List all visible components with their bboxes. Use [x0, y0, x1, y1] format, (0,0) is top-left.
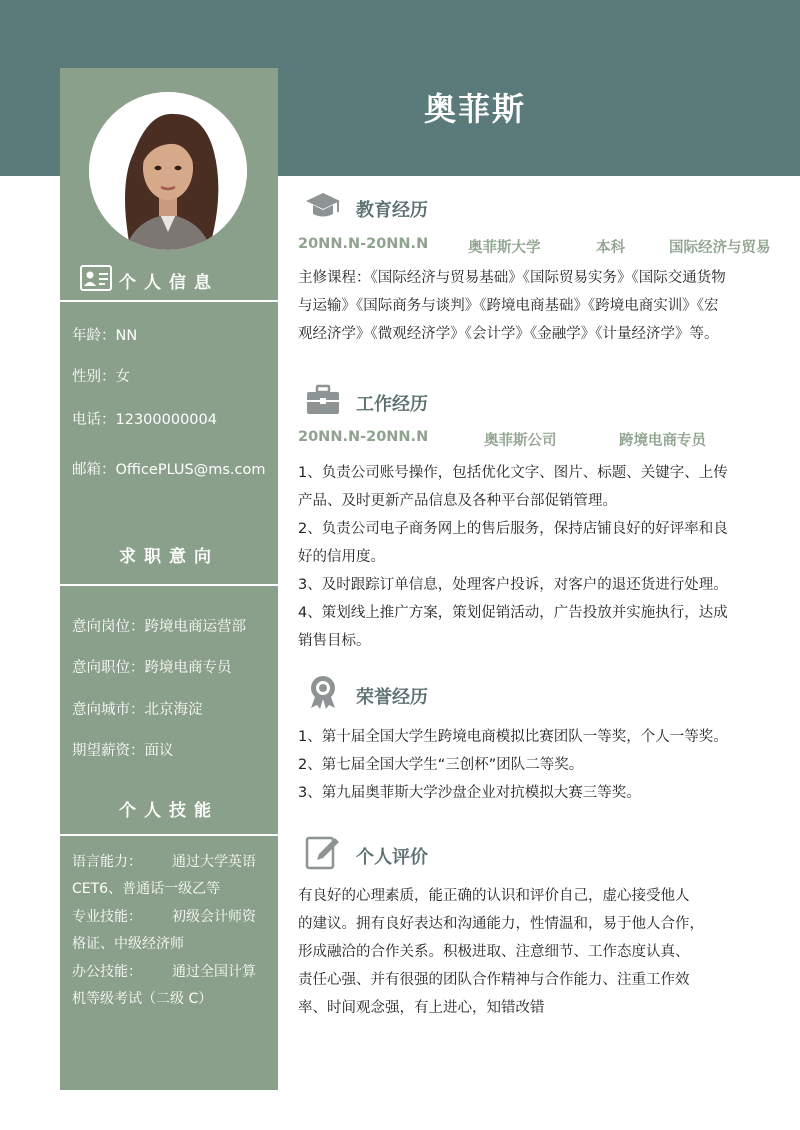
- education-title: 教育经历: [356, 200, 428, 221]
- divider: [60, 300, 278, 302]
- personal-info-header: [60, 268, 278, 293]
- skill-office: 办公技能： 通过全国计算 机等级考试（二级 C）: [72, 964, 256, 1007]
- intent-position-row: 意向职位：跨境电商专员: [72, 660, 232, 676]
- evaluation-text: 有良好的心理素质，能正确的认识和评价自己，虚心接受他人 的建议。拥有良好表达和沟通能力，性情温和，易于他人合作， 形成融洽的合作关系。积极进取、注意细节、工作态度认真、 责任心强、并有很强的团队合作精神与合作能力、注重工作效 率、时间观念强，有上进心，知错改错: [298, 888, 704, 1016]
- work-position: 跨境电商专员: [619, 433, 706, 449]
- intent-city-row: 意向城市：北京海淀: [72, 702, 203, 718]
- education-courses: 主修课程：《国际经济与贸易基础》《国际贸易实务》《国际交通货物 与运输》《国际商务与谈判》《跨境电商基础》《跨境电商实训》《宏 观经济学》《微观经济学》《会计学》《金融学》《计量经济学》等。: [298, 270, 726, 342]
- candidate-name: 奥菲斯: [423, 90, 526, 128]
- skills-header: 个人技能: [119, 801, 219, 821]
- age-row: 年龄：NN: [72, 328, 138, 344]
- work-company: 奥菲斯公司: [484, 433, 557, 449]
- honors-list: 1、第十届全国大学生跨境电商模拟比赛团队一等奖，个人一等奖。 2、第七届全国大学生“三创杯”团队二等奖。 3、第九届奥菲斯大学沙盘企业对抗模拟大赛三等奖。: [298, 729, 728, 801]
- sidebar: [60, 68, 278, 1090]
- work-date: 20NN.N-20NN.N: [298, 429, 429, 445]
- profile-photo: [89, 92, 247, 250]
- graduation-cap-icon: [305, 188, 341, 224]
- intent-department-row: 意向岗位：跨境电商运营部: [72, 619, 246, 635]
- personal-info-title: 个人信息: [119, 273, 219, 293]
- work-description: 1、负责公司账号操作，包括优化文字、图片、标题、关键字、上传 产品、及时更新产品信息及各种平台部促销管理。 2、负责公司电子商务网上的售后服务，保持店铺良好的好评率和良 好的信用度。 3、及时跟踪订单信息，处理客户投诉，对客户的退还货进行处理。 4、策划线上推广方案，策划促销活动，广告投放并实施执行，达成 销售目标。: [298, 465, 728, 649]
- evaluation-title: 个人评价: [356, 847, 428, 868]
- education-major: 国际经济与贸易: [669, 240, 771, 256]
- email-row: 邮箱：OfficePLUS@ms.com: [72, 462, 266, 478]
- education-date: 20NN.N-20NN.N: [298, 236, 429, 252]
- divider: [60, 584, 278, 586]
- phone-row: 电话：12300000004: [72, 412, 217, 428]
- skill-professional: 专业技能： 初级会计师资 格证、中级经济师: [72, 909, 256, 952]
- education-school: 奥菲斯大学: [468, 240, 541, 256]
- briefcase-icon: [305, 382, 341, 418]
- intent-salary-row: 期望薪资：面议: [72, 743, 174, 759]
- id-card-icon: [80, 265, 112, 291]
- job-intent-header: 求职意向: [119, 547, 219, 567]
- education-degree: 本科: [596, 240, 625, 256]
- work-title: 工作经历: [356, 394, 428, 415]
- honors-title: 荣誉经历: [356, 687, 428, 708]
- skill-language: 语言能力： 通过大学英语 CET6、普通话一级乙等: [72, 854, 256, 897]
- gender-row: 性别：女: [72, 369, 130, 385]
- award-medal-icon: [305, 674, 341, 710]
- divider: [60, 834, 278, 836]
- pencil-edit-icon: [305, 834, 341, 870]
